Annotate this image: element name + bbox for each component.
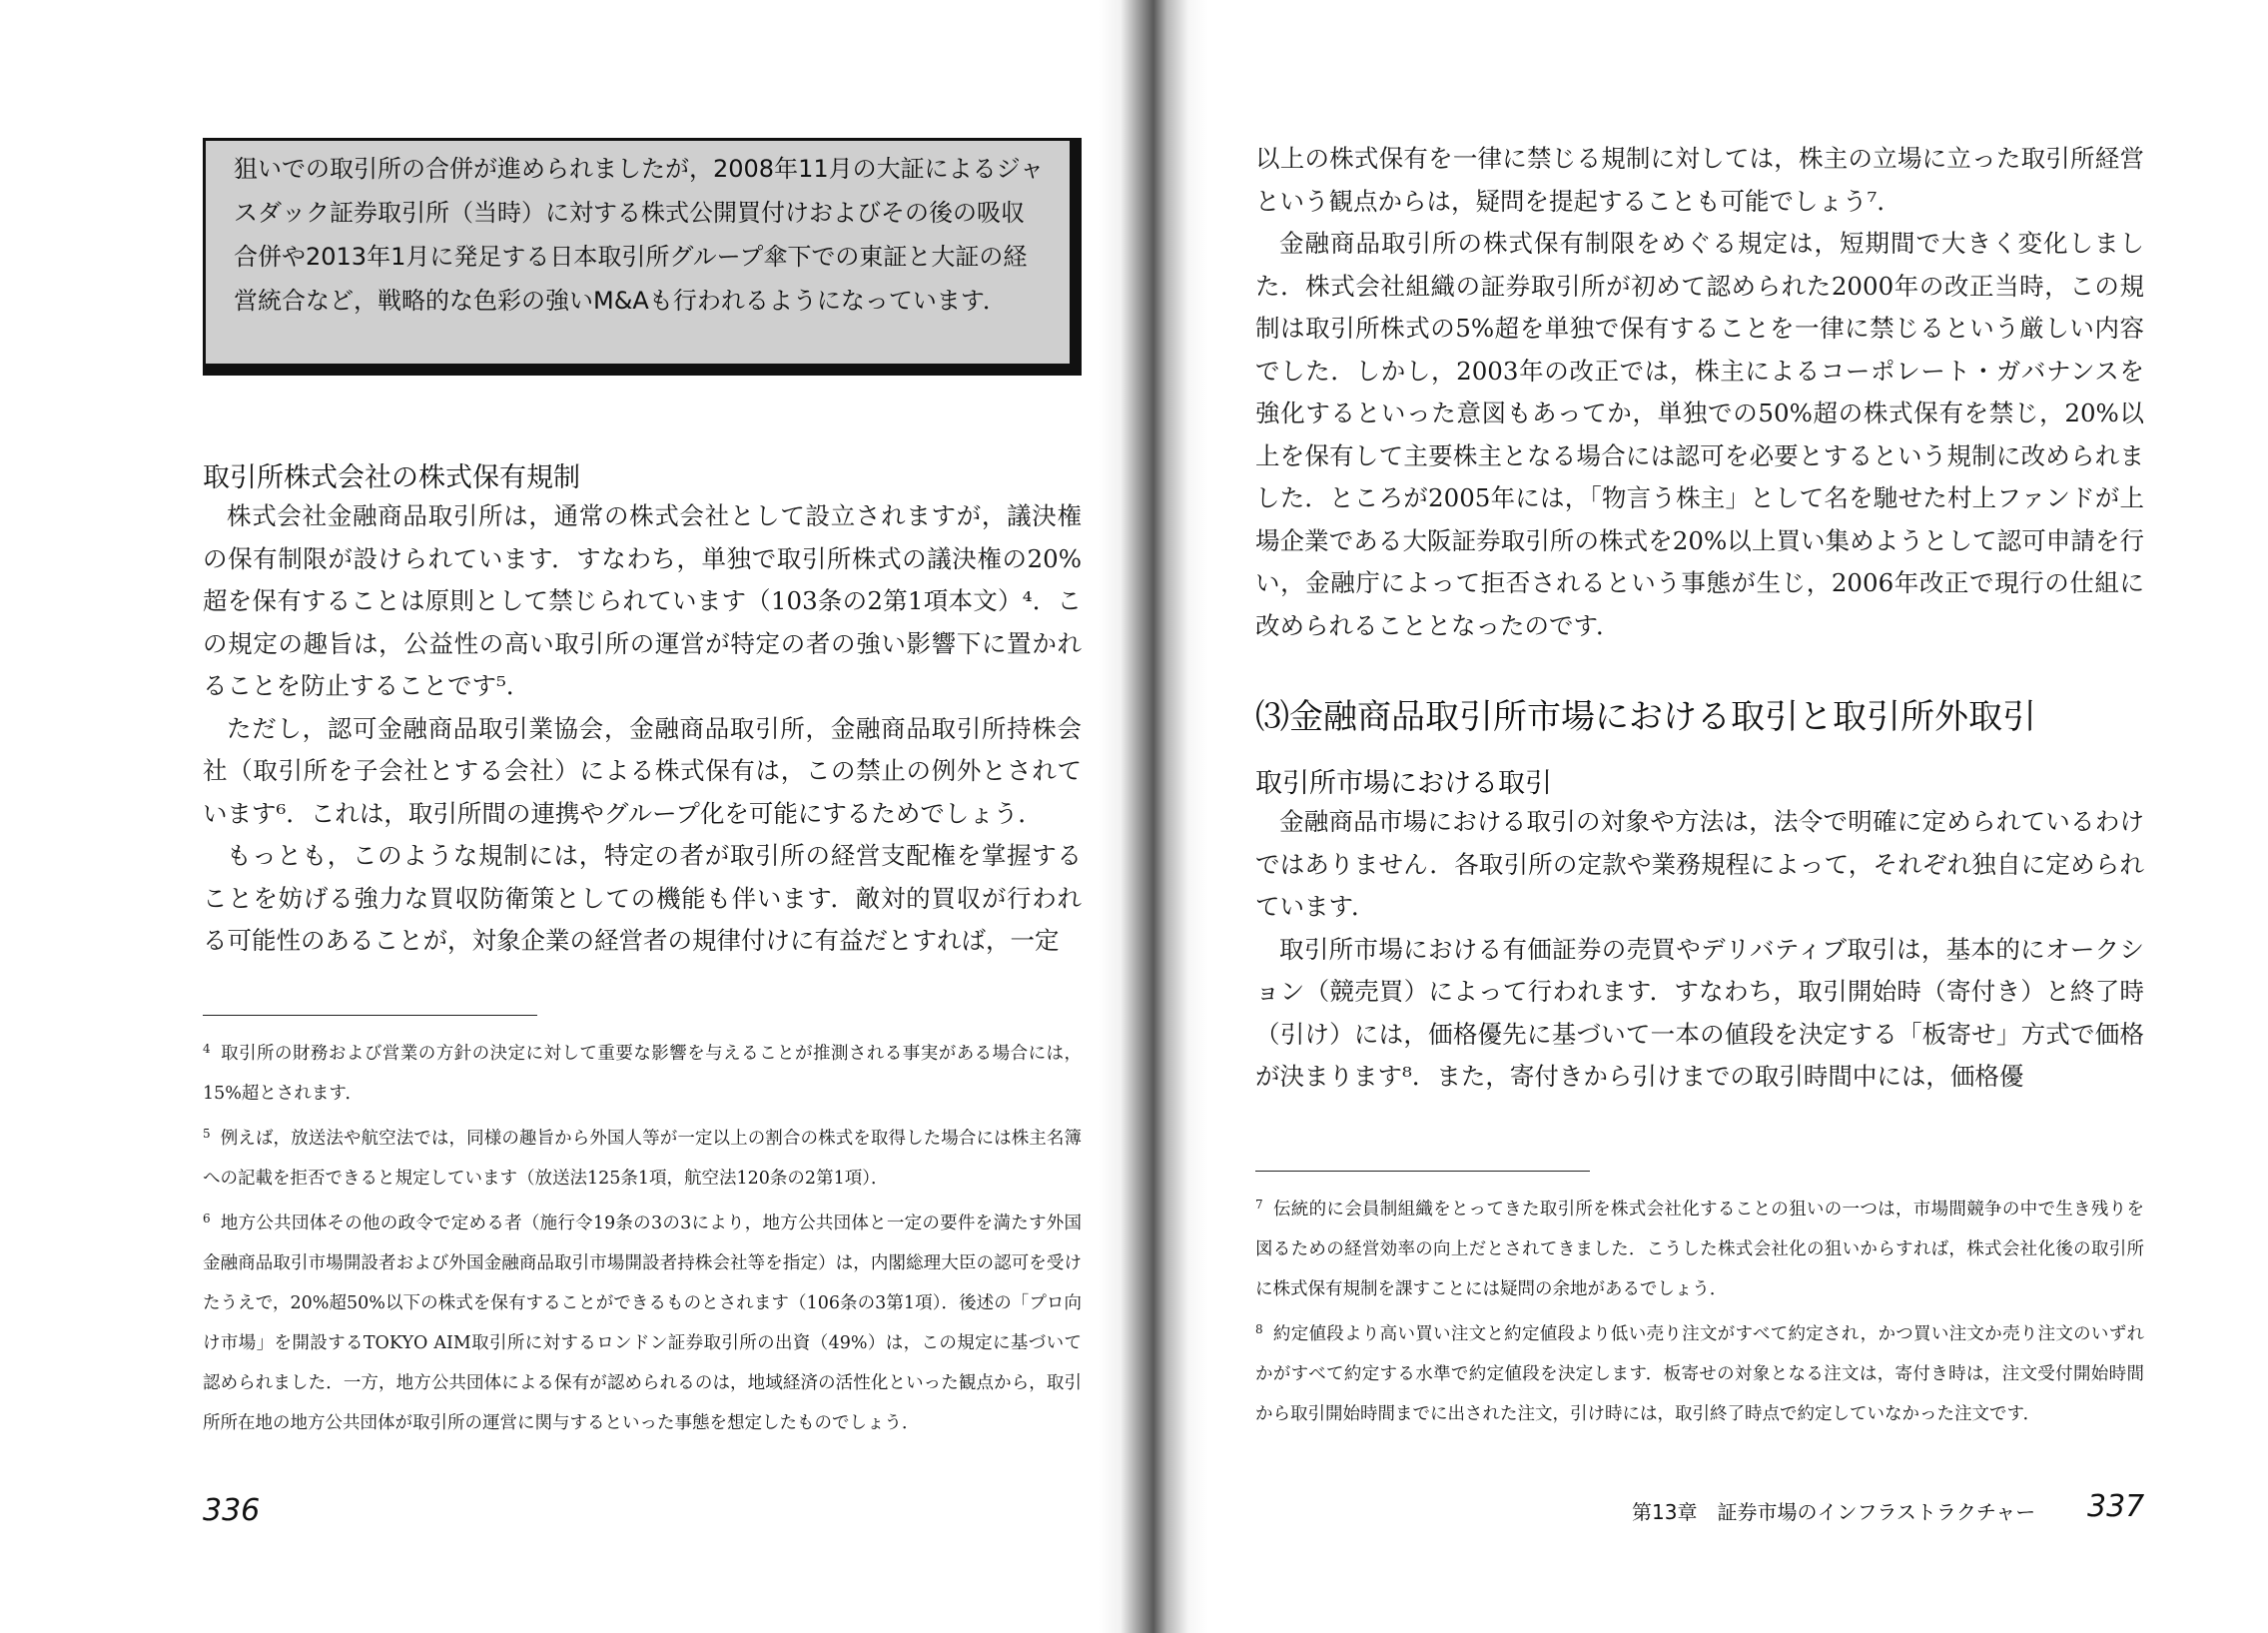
- right-body-bottom: [1255, 801, 2144, 1099]
- paragraph: もっとも，このような規制には，特定の者が取引所の経営支配権を掌握することを妨げる強力な買収防衛策としての機能も伴います．敵対的買収が行われる可能性のあることが，対象企業の経営者の規律付けに有益だとすれば，一定: [203, 841, 1082, 955]
- footnote-number: 4: [203, 1042, 211, 1056]
- section-heading: 取引所株式会社の株式保有規制: [203, 462, 580, 493]
- right-body-top: [1255, 138, 2144, 647]
- footnote-number: 8: [1255, 1322, 1263, 1336]
- paragraph: 以上の株式保有を一律に禁じる規制に対しては，株主の立場に立った取引所経営という観点からは，疑問を提起することも可能でしょう⁷．: [1255, 144, 2144, 216]
- paragraph: 取引所市場における有価証券の売買やデリバティブ取引は，基本的にオークション（競売買）によって行われます．すなわち，取引開始時（寄付き）と終了時（引け）には，価格優先に基づいて一本の値段を決定する「板寄せ」方式で価格が決まります⁸．また，寄付きから引けまでの取引時間中には，価格優: [1255, 934, 2144, 1091]
- chapter-section-heading: ⑶金融商品取引所市場における取引と取引所外取引: [1255, 697, 2036, 737]
- left-footnotes: [203, 1029, 1082, 1443]
- running-head: 第13章 証券市場のインフラストラクチャー: [1632, 1500, 2036, 1524]
- footnote-text: 伝統的に会員制組織をとってきた取引所を株式会社化することの狙いの一つは，市場間競争の中で生き残りを図るための経営効率の向上だとされてきました．こうした株式会社化の狙いからすれば，株式会社化後の取引所に株式保有規制を課すことには疑問の余地があるでしょう．: [1255, 1200, 2144, 1299]
- left-page: [0, 0, 1119, 1633]
- page-number: 336: [203, 1493, 261, 1528]
- footnote-number: 7: [1255, 1198, 1263, 1212]
- page-number: 337: [2087, 1489, 2145, 1524]
- paragraph: ただし，認可金融商品取引業協会，金融商品取引所，金融商品取引所持株会社（取引所を子会社とする会社）による株式保有は，この禁止の例外とされています⁶．これは，取引所間の連携やグループ化を可能にするためでしょう．: [203, 713, 1082, 828]
- paragraph: 金融商品取引所の株式保有制限をめぐる規定は，短期間で大きく変化しました．株式会社組織の証券取引所が初めて認められた2000年の改正当時，この規制は取引所株式の5%超を単独で保有することを一律に禁じるという厳しい内容でした．しかし，2003年の改正では，株主によるコーポレート・ガバナンスを強化するといった意図もあってか，単独での50%超の株式保有を禁じ，20%以上を保有して主要株主となる場合には認可を必要とするという規制に改められました．ところが2005年には，「物言う株主」として名を馳せた村上ファンドが上場企業である大阪証券取引所の株式を20%以上買い集めようとして認可申請を行い，金融庁によって拒否されるという事態が生じ，2006年改正で現行の仕組に改められることとなったのです．: [1255, 229, 2144, 640]
- footnote-text: 地方公共団体その他の政令で定める者（施行令19条の3の3により，地方公共団体と一定の要件を満たす外国金融商品取引市場開設者および外国金融商品取引市場開設者持株会社等を指定）は，内閣総理大臣の認可を受けたうえで，20%超50%以下の株式を保有することができるものとされます（106条の3第1項）．後述の「プロ向け市場」を開設するTOKYO AIM取引所に対するロンドン証券取引所の出資（49%）は，この規定に基づいて認められました．一方，地方公共団体による保有が認められるのは，地域経済の活性化といった観点から，取引所所在地の地方公共団体が取引所の運営に関与するといった事態を想定したものでしょう．: [203, 1214, 1082, 1433]
- subsection-heading: 取引所市場における取引: [1255, 768, 1552, 799]
- footnote-text: 例えば，放送法や航空法では，同様の趣旨から外国人等が一定以上の割合の株式を取得した場合には株主名簿への記載を拒否できると規定しています（放送法125条1項，航空法120条の2第1項）．: [203, 1129, 1082, 1189]
- footnote-text: 約定値段より高い買い注文と約定値段より低い売り注文がすべて約定され，かつ買い注文か売り注文のいずれかがすべて約定する水準で約定値段を決定します．板寄せの対象となる注文は，寄付き時は，注文受付開始時間から取引開始時間までに出された注文，引け時には，取引終了時点で約定していなかった注文です．: [1255, 1324, 2144, 1424]
- footnote-number: 6: [203, 1212, 211, 1225]
- footnote-number: 5: [203, 1127, 211, 1141]
- footnote: [1255, 1185, 2144, 1309]
- footnote: [1255, 1309, 2144, 1434]
- paragraph: 株式会社金融商品取引所は，通常の株式会社として設立されますが，議決権の保有制限が設けられています．すなわち，単独で取引所株式の議決権の20%超を保有することは原則として禁じられています（103条の2第1項本文）⁴．この規定の趣旨は，公益性の高い取引所の運営が特定の者の強い影響下に置かれることを防止することです⁵．: [203, 501, 1082, 700]
- footnote-rule: [203, 1015, 537, 1016]
- footnote: [203, 1114, 1082, 1199]
- boxed-note-text: 狙いでの取引所の合併が進められましたが，2008年11月の大証によるジャスダック証券取引所（当時）に対する株式公開買付けおよびその後の吸収合併や2013年1月に発足する日本取引所グループ傘下での東証と大証の経営統合など，戦略的な色彩の強いM&Aも行われるようになっています．: [234, 155, 1045, 315]
- footnote-rule: [1255, 1171, 1590, 1172]
- footnote: [203, 1199, 1082, 1443]
- right-page: [1168, 0, 2268, 1633]
- paragraph: 金融商品市場における取引の対象や方法は，法令で明確に定められているわけではありません．各取引所の定款や業務規程によって，それぞれ独自に定められています．: [1255, 807, 2144, 921]
- boxed-note: [203, 138, 1082, 376]
- footnote: [203, 1029, 1082, 1114]
- left-body: [203, 495, 1082, 963]
- footnote-text: 取引所の財務および営業の方針の決定に対して重要な影響を与えることが推測される事実がある場合には，15%超とされます．: [203, 1044, 1082, 1104]
- right-footnotes: [1255, 1185, 2144, 1434]
